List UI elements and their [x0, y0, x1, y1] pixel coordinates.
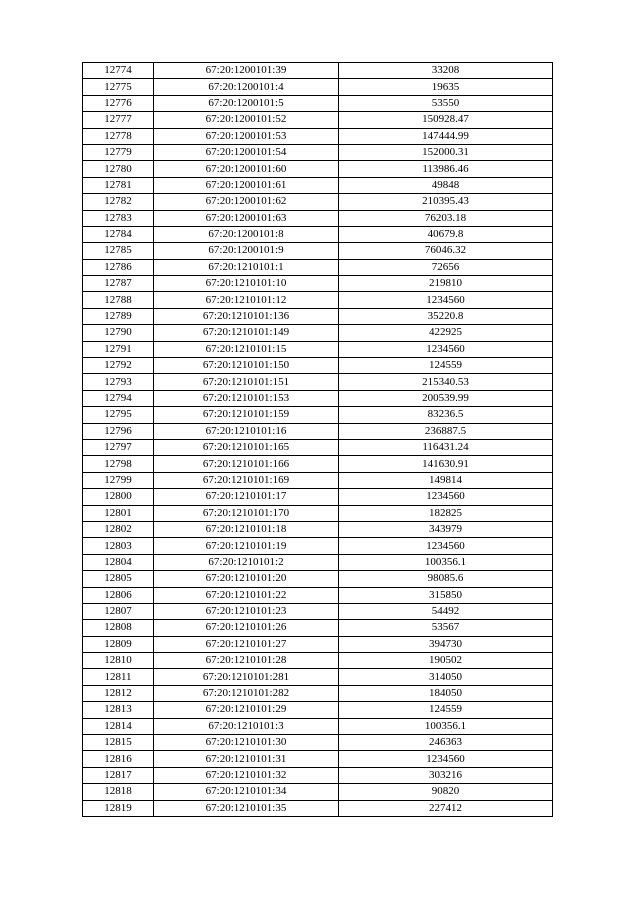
cadastral-number-cell: 67:20:1210101:19 [154, 538, 339, 554]
cadastral-number-cell: 67:20:1200101:62 [154, 194, 339, 210]
row-number-cell: 12812 [83, 685, 154, 701]
cadastral-number-cell: 67:20:1210101:151 [154, 374, 339, 390]
row-number-cell: 12782 [83, 194, 154, 210]
table-row [83, 767, 553, 783]
row-number-cell: 12818 [83, 784, 154, 800]
table-row [83, 800, 553, 816]
row-number-cell: 12780 [83, 161, 154, 177]
table-row [83, 243, 553, 259]
table-row [83, 390, 553, 406]
value-cell: 303216 [339, 767, 553, 783]
row-number-cell: 12810 [83, 653, 154, 669]
table-row [83, 161, 553, 177]
row-number-cell: 12775 [83, 79, 154, 95]
cadastral-number-cell: 67:20:1200101:63 [154, 210, 339, 226]
table-row [83, 718, 553, 734]
cadastral-number-cell: 67:20:1210101:3 [154, 718, 339, 734]
value-cell: 141630.91 [339, 456, 553, 472]
row-number-cell: 12779 [83, 144, 154, 160]
value-cell: 19635 [339, 79, 553, 95]
row-number-cell: 12786 [83, 259, 154, 275]
table-row [83, 521, 553, 537]
cadastral-number-cell: 67:20:1200101:60 [154, 161, 339, 177]
cadastral-number-cell: 67:20:1210101:281 [154, 669, 339, 685]
cadastral-number-cell: 67:20:1210101:34 [154, 784, 339, 800]
row-number-cell: 12806 [83, 587, 154, 603]
row-number-cell: 12774 [83, 63, 154, 79]
data-table [82, 62, 553, 817]
value-cell: 54492 [339, 603, 553, 619]
row-number-cell: 12801 [83, 505, 154, 521]
value-cell: 76046.32 [339, 243, 553, 259]
value-cell: 147444.99 [339, 128, 553, 144]
cadastral-number-cell: 67:20:1210101:2 [154, 554, 339, 570]
table-row [83, 571, 553, 587]
cadastral-number-cell: 67:20:1210101:28 [154, 653, 339, 669]
row-number-cell: 12776 [83, 95, 154, 111]
table-row [83, 554, 553, 570]
row-number-cell: 12798 [83, 456, 154, 472]
row-number-cell: 12803 [83, 538, 154, 554]
value-cell: 40679.8 [339, 226, 553, 242]
table-row [83, 685, 553, 701]
table-row [83, 112, 553, 128]
value-cell: 184050 [339, 685, 553, 701]
cadastral-number-cell: 67:20:1210101:10 [154, 276, 339, 292]
value-cell: 35220.8 [339, 308, 553, 324]
row-number-cell: 12802 [83, 521, 154, 537]
cadastral-number-cell: 67:20:1210101:35 [154, 800, 339, 816]
row-number-cell: 12785 [83, 243, 154, 259]
cadastral-number-cell: 67:20:1210101:166 [154, 456, 339, 472]
table-row [83, 374, 553, 390]
row-number-cell: 12804 [83, 554, 154, 570]
table-row [83, 538, 553, 554]
value-cell: 182825 [339, 505, 553, 521]
value-cell: 227412 [339, 800, 553, 816]
table-row [83, 439, 553, 455]
table-row [83, 358, 553, 374]
table-row [83, 603, 553, 619]
row-number-cell: 12800 [83, 489, 154, 505]
cadastral-number-cell: 67:20:1210101:149 [154, 325, 339, 341]
value-cell: 219810 [339, 276, 553, 292]
cadastral-number-cell: 67:20:1200101:4 [154, 79, 339, 95]
value-cell: 236887.5 [339, 423, 553, 439]
table-row [83, 177, 553, 193]
value-cell: 49848 [339, 177, 553, 193]
cadastral-number-cell: 67:20:1210101:26 [154, 620, 339, 636]
table-row [83, 95, 553, 111]
value-cell: 98085.6 [339, 571, 553, 587]
row-number-cell: 12813 [83, 702, 154, 718]
table-row [83, 292, 553, 308]
row-number-cell: 12808 [83, 620, 154, 636]
value-cell: 215340.53 [339, 374, 553, 390]
value-cell: 314050 [339, 669, 553, 685]
table-row [83, 636, 553, 652]
cadastral-number-cell: 67:20:1210101:169 [154, 472, 339, 488]
row-number-cell: 12791 [83, 341, 154, 357]
table-row [83, 653, 553, 669]
row-number-cell: 12795 [83, 407, 154, 423]
table-row [83, 505, 553, 521]
value-cell: 343979 [339, 521, 553, 537]
cadastral-number-cell: 67:20:1200101:61 [154, 177, 339, 193]
table-row [83, 472, 553, 488]
value-cell: 113986.46 [339, 161, 553, 177]
table-body [83, 63, 553, 817]
row-number-cell: 12819 [83, 800, 154, 816]
cadastral-number-cell: 67:20:1210101:18 [154, 521, 339, 537]
table-row [83, 194, 553, 210]
value-cell: 1234560 [339, 292, 553, 308]
row-number-cell: 12783 [83, 210, 154, 226]
table-row [83, 341, 553, 357]
cadastral-number-cell: 67:20:1200101:8 [154, 226, 339, 242]
row-number-cell: 12784 [83, 226, 154, 242]
cadastral-number-cell: 67:20:1210101:165 [154, 439, 339, 455]
cadastral-number-cell: 67:20:1210101:22 [154, 587, 339, 603]
cadastral-number-cell: 67:20:1210101:136 [154, 308, 339, 324]
value-cell: 150928.47 [339, 112, 553, 128]
table-row [83, 423, 553, 439]
row-number-cell: 12796 [83, 423, 154, 439]
table-row [83, 407, 553, 423]
value-cell: 116431.24 [339, 439, 553, 455]
row-number-cell: 12815 [83, 735, 154, 751]
row-number-cell: 12794 [83, 390, 154, 406]
value-cell: 83236.5 [339, 407, 553, 423]
row-number-cell: 12778 [83, 128, 154, 144]
value-cell: 1234560 [339, 489, 553, 505]
row-number-cell: 12817 [83, 767, 154, 783]
cadastral-number-cell: 67:20:1200101:5 [154, 95, 339, 111]
table-row [83, 144, 553, 160]
cadastral-number-cell: 67:20:1210101:32 [154, 767, 339, 783]
row-number-cell: 12816 [83, 751, 154, 767]
value-cell: 124559 [339, 358, 553, 374]
cadastral-number-cell: 67:20:1200101:53 [154, 128, 339, 144]
row-number-cell: 12809 [83, 636, 154, 652]
cadastral-number-cell: 67:20:1210101:1 [154, 259, 339, 275]
value-cell: 76203.18 [339, 210, 553, 226]
cadastral-number-cell: 67:20:1200101:9 [154, 243, 339, 259]
value-cell: 394730 [339, 636, 553, 652]
row-number-cell: 12805 [83, 571, 154, 587]
value-cell: 1234560 [339, 341, 553, 357]
row-number-cell: 12793 [83, 374, 154, 390]
value-cell: 315850 [339, 587, 553, 603]
row-number-cell: 12777 [83, 112, 154, 128]
cadastral-number-cell: 67:20:1210101:31 [154, 751, 339, 767]
table-row [83, 587, 553, 603]
value-cell: 246363 [339, 735, 553, 751]
table-row [83, 79, 553, 95]
value-cell: 33208 [339, 63, 553, 79]
row-number-cell: 12787 [83, 276, 154, 292]
cadastral-number-cell: 67:20:1210101:23 [154, 603, 339, 619]
table-row [83, 226, 553, 242]
cadastral-number-cell: 67:20:1210101:150 [154, 358, 339, 374]
row-number-cell: 12781 [83, 177, 154, 193]
table-row [83, 210, 553, 226]
value-cell: 422925 [339, 325, 553, 341]
row-number-cell: 12792 [83, 358, 154, 374]
cadastral-number-cell: 67:20:1210101:153 [154, 390, 339, 406]
value-cell: 1234560 [339, 751, 553, 767]
table-row [83, 276, 553, 292]
table-row [83, 784, 553, 800]
cadastral-number-cell: 67:20:1210101:15 [154, 341, 339, 357]
table-row [83, 735, 553, 751]
table-row [83, 669, 553, 685]
table-row [83, 702, 553, 718]
value-cell: 190502 [339, 653, 553, 669]
value-cell: 152000.31 [339, 144, 553, 160]
value-cell: 124559 [339, 702, 553, 718]
table-row [83, 620, 553, 636]
value-cell: 53550 [339, 95, 553, 111]
cadastral-number-cell: 67:20:1210101:20 [154, 571, 339, 587]
row-number-cell: 12788 [83, 292, 154, 308]
value-cell: 1234560 [339, 538, 553, 554]
table-row [83, 325, 553, 341]
row-number-cell: 12814 [83, 718, 154, 734]
cadastral-number-cell: 67:20:1210101:30 [154, 735, 339, 751]
value-cell: 149814 [339, 472, 553, 488]
value-cell: 53567 [339, 620, 553, 636]
table-row [83, 456, 553, 472]
row-number-cell: 12811 [83, 669, 154, 685]
value-cell: 100356.1 [339, 554, 553, 570]
cadastral-number-cell: 67:20:1210101:282 [154, 685, 339, 701]
cadastral-number-cell: 67:20:1210101:16 [154, 423, 339, 439]
cadastral-number-cell: 67:20:1210101:27 [154, 636, 339, 652]
table-row [83, 751, 553, 767]
cadastral-number-cell: 67:20:1200101:52 [154, 112, 339, 128]
cadastral-number-cell: 67:20:1210101:12 [154, 292, 339, 308]
table-row [83, 489, 553, 505]
value-cell: 210395.43 [339, 194, 553, 210]
row-number-cell: 12799 [83, 472, 154, 488]
value-cell: 72656 [339, 259, 553, 275]
cadastral-number-cell: 67:20:1200101:54 [154, 144, 339, 160]
row-number-cell: 12789 [83, 308, 154, 324]
cadastral-number-cell: 67:20:1210101:17 [154, 489, 339, 505]
table-row [83, 259, 553, 275]
value-cell: 100356.1 [339, 718, 553, 734]
row-number-cell: 12797 [83, 439, 154, 455]
table-row [83, 128, 553, 144]
cadastral-number-cell: 67:20:1210101:159 [154, 407, 339, 423]
cadastral-number-cell: 67:20:1210101:29 [154, 702, 339, 718]
row-number-cell: 12790 [83, 325, 154, 341]
table-row [83, 63, 553, 79]
cadastral-number-cell: 67:20:1200101:39 [154, 63, 339, 79]
value-cell: 200539.99 [339, 390, 553, 406]
value-cell: 90820 [339, 784, 553, 800]
table-row [83, 308, 553, 324]
row-number-cell: 12807 [83, 603, 154, 619]
cadastral-number-cell: 67:20:1210101:170 [154, 505, 339, 521]
